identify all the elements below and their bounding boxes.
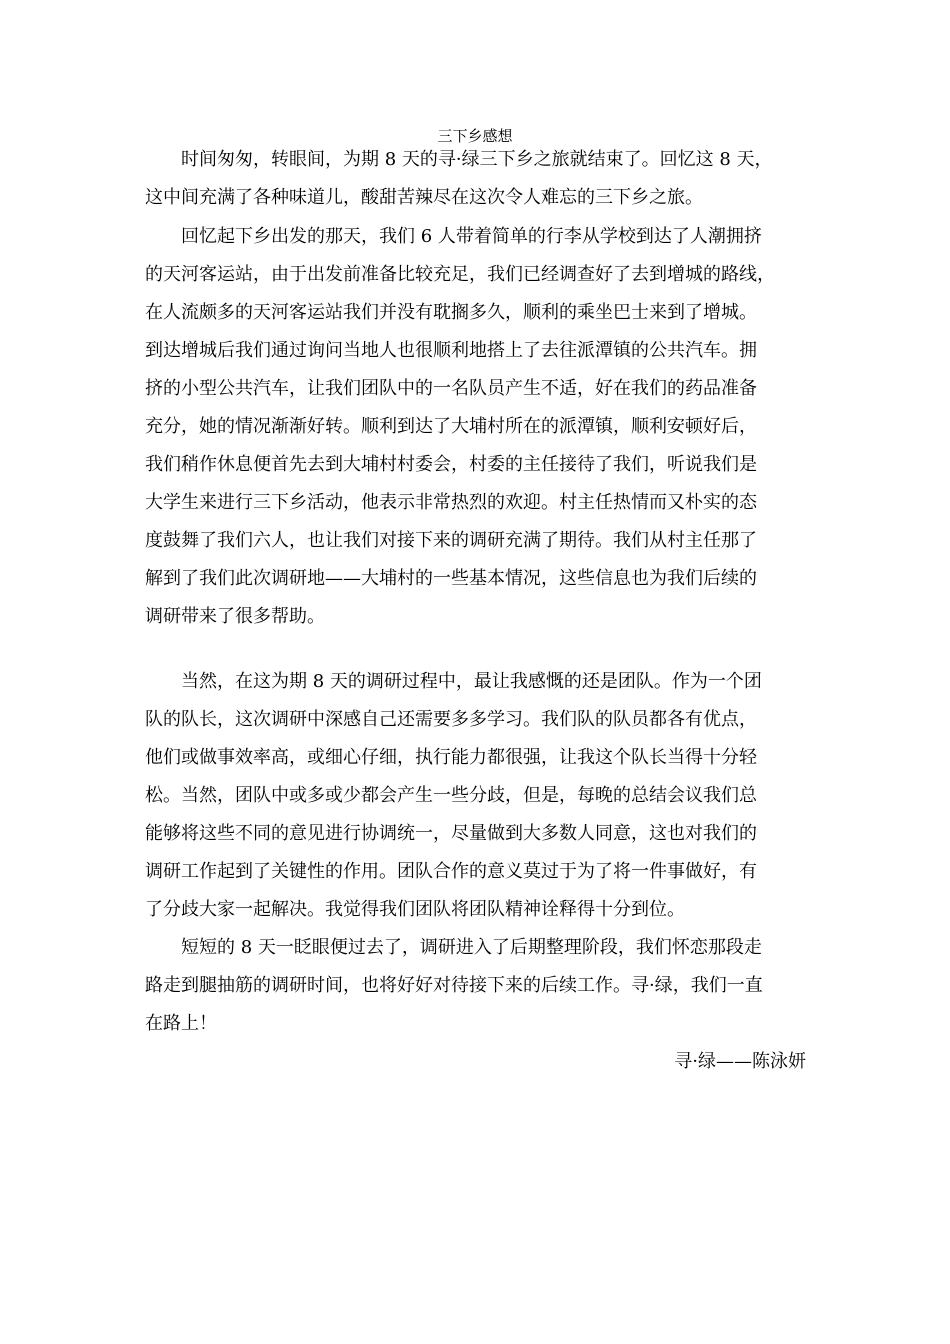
paragraph-line: 这中间充满了各种味道儿，酸甜苦辣尽在这次令人难忘的三下乡之旅。 [145, 187, 703, 208]
paragraph-line: 他们或做事效率高，或细心仔细，执行能力都很强，让我这个队长当得十分轻 [145, 747, 757, 768]
paragraph-line: 在路上！ [145, 1013, 217, 1034]
paragraph-line: 的天河客运站，由于出发前准备比较充足，我们已经调查好了去到增城的路线， [145, 264, 775, 285]
paragraph-line: 到达增城后我们通过询问当地人也很顺利地搭上了去往派潭镇的公共汽车。拥 [145, 340, 757, 361]
paragraph-line: 时间匆匆，转眼间，为期 8 天的寻·绿三下乡之旅就结束了。回忆这 8 天， [181, 149, 773, 170]
paragraph-line: 短短的 8 天一眨眼便过去了，调研进入了后期整理阶段，我们怀恋那段走 [181, 937, 762, 958]
document-title: 三下乡感想 [437, 127, 513, 145]
paragraph-line: 调研带来了很多帮助。 [145, 606, 325, 627]
paragraph-line: 在人流颇多的天河客运站我们并没有耽搁多久，顺利的乘坐巴士来到了增城。 [145, 302, 757, 323]
paragraph-line: 度鼓舞了我们六人，也让我们对接下来的调研充满了期待。我们从村主任那了 [145, 530, 757, 551]
paragraph-line: 调研工作起到了关键性的作用。团队合作的意义莫过于为了将一件事做好，有 [145, 861, 757, 882]
signature: 寻·绿——陈泳妍 [674, 1051, 806, 1072]
paragraph-line: 了分歧大家一起解决。我觉得我们团队将团队精神诠释得十分到位。 [145, 899, 685, 920]
paragraph-line: 路走到腿抽筋的调研时间，也将好好对待接下来的后续工作。寻·绿，我们一直 [145, 975, 763, 996]
paragraph-line: 当然，在这为期 8 天的调研过程中，最让我感慨的还是团队。作为一个团 [181, 671, 762, 692]
paragraph-line: 回忆起下乡出发的那天，我们 6 人带着简单的行李从学校到达了人潮拥挤 [181, 226, 762, 247]
paragraph-line: 充分，她的情况渐渐好转。顺利到达了大埔村所在的派潭镇，顺利安顿好后， [145, 416, 757, 437]
paragraph-line: 挤的小型公共汽车，让我们团队中的一名队员产生不适，好在我们的药品准备 [145, 378, 757, 399]
paragraph-line: 能够将这些不同的意见进行协调统一，尽量做到大多数人同意，这也对我们的 [145, 823, 757, 844]
paragraph-line: 队的队长，这次调研中深感自己还需要多多学习。我们队的队员都各有优点， [145, 709, 757, 730]
paragraph-line: 解到了我们此次调研地——大埔村的一些基本情况，这些信息也为我们后续的 [145, 568, 757, 589]
paragraph-line: 松。当然，团队中或多或少都会产生一些分歧，但是，每晚的总结会议我们总 [145, 785, 757, 806]
paragraph-line: 大学生来进行三下乡活动，他表示非常热烈的欢迎。村主任热情而又朴实的态 [145, 492, 757, 513]
paragraph-line: 我们稍作休息便首先去到大埔村村委会，村委的主任接待了我们，听说我们是 [145, 454, 757, 475]
